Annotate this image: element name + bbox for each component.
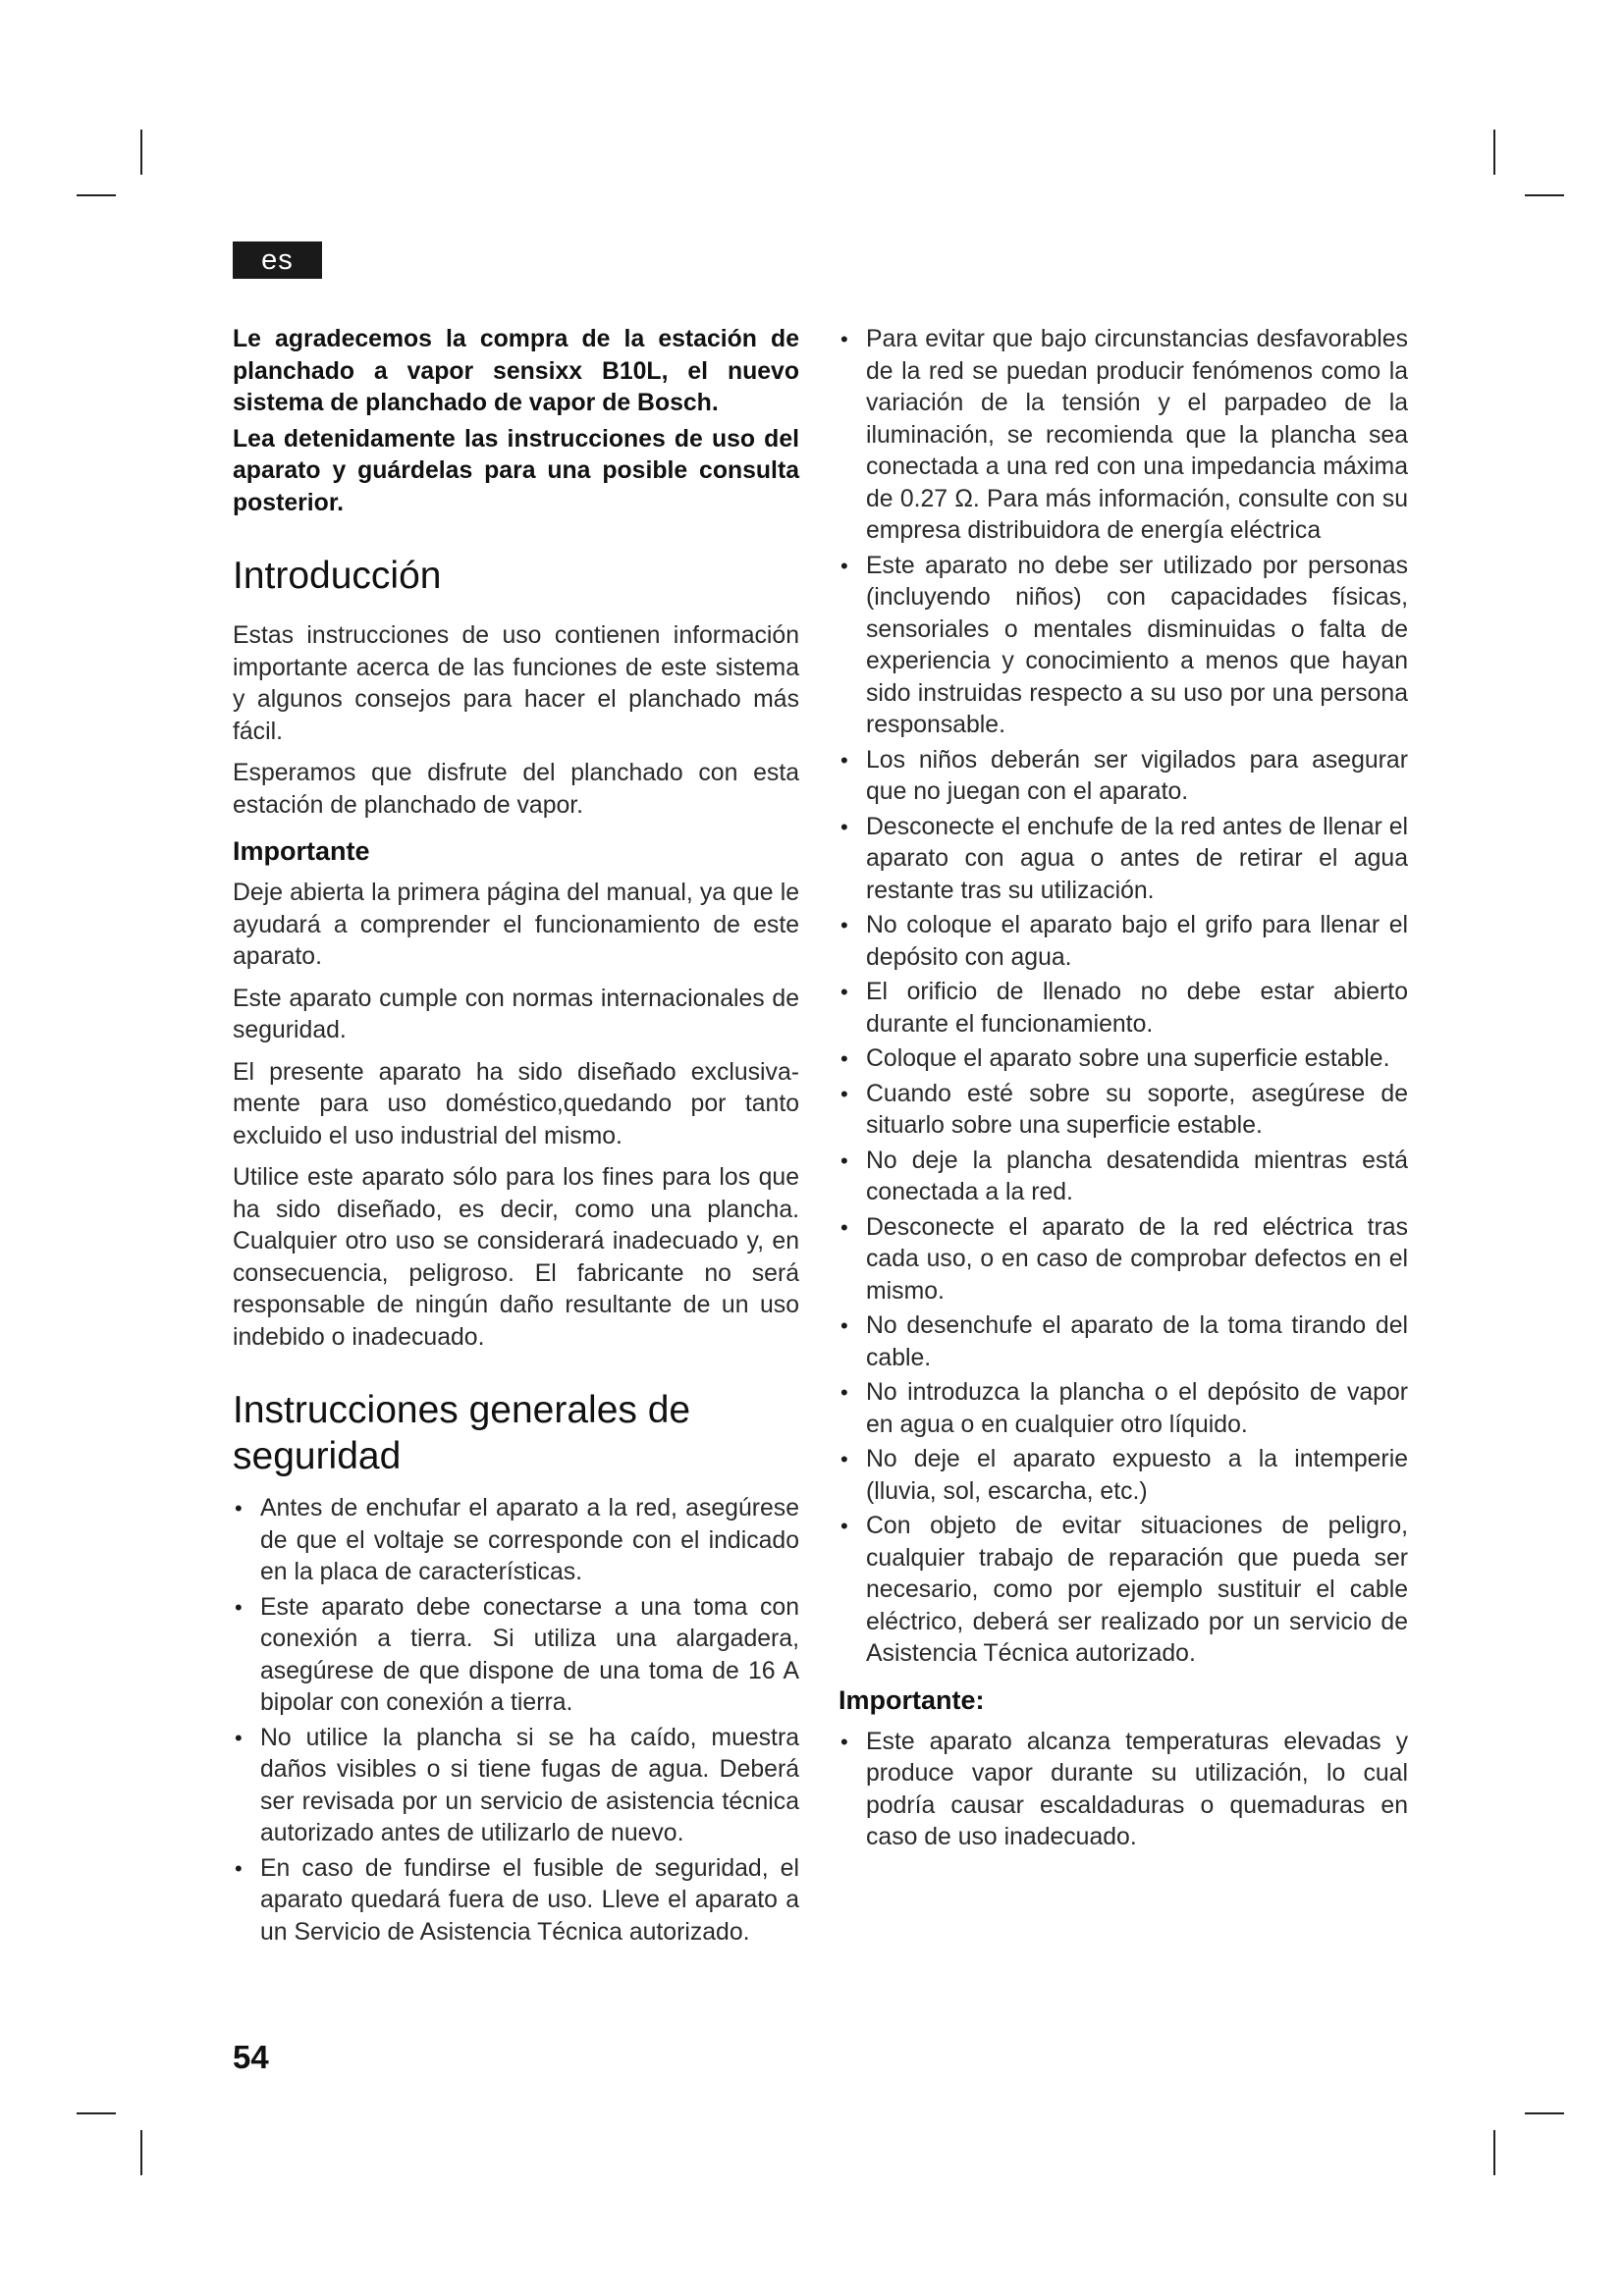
page-number: 54 — [233, 2039, 269, 2075]
bullet-icon: • — [840, 1729, 848, 1754]
list-item — [839, 1727, 1408, 1854]
paragraph-utilice: Utilice este aparato sólo para los fines para los que ha sido diseñado, es decir, como una plancha. Cualquier otro uso se considerará inadecuado y, en consecuencia, peligroso. El fabricante no será responsable de ningún daño resultante de un uso indebido o inadecuado. — [233, 1164, 799, 1351]
crop-mark — [77, 2112, 116, 2114]
bullet-icon: • — [840, 1046, 848, 1071]
list-item — [839, 910, 1408, 974]
list-item-text: No coloque el aparato bajo el grifo para llenar el depósito con agua. — [866, 912, 1408, 971]
bullet-icon: • — [235, 1855, 243, 1881]
list-item — [839, 1079, 1408, 1143]
list-item-text: No introduzca la plancha o el depósito de vapor en agua o en cualquier otro líquido. — [866, 1379, 1408, 1438]
list-item-text: Desconecte el enchufe de la red antes de llenar el aparato con agua o antes de retirar el agua restante tras su utilización. — [866, 813, 1408, 904]
crop-mark — [1525, 2112, 1564, 2114]
bullet-icon: • — [235, 1725, 243, 1750]
safety-list-right — [839, 324, 1408, 1671]
list-item — [233, 1853, 799, 1949]
list-item-text: Este aparato no debe ser utilizado por personas (incluyendo niños) con capacidades físicas, sensoriales o mentales disminuidas o falta de experiencia y conocimiento a menos que hayan sido instruidas respecto a su uso por una persona responsable. — [866, 552, 1408, 738]
list-item — [839, 1212, 1408, 1308]
bullet-icon: • — [235, 1496, 243, 1521]
list-item-text: El orificio de llenado no debe estar abierto durante el funcionamiento. — [866, 979, 1408, 1038]
left-column — [233, 324, 799, 1951]
bullet-icon: • — [235, 1594, 243, 1620]
bullet-icon: • — [840, 814, 848, 839]
list-item-text: Cuando esté sobre su soporte, asegúrese de situarlo sobre una superficie estable. — [866, 1080, 1408, 1139]
heading-seguridad: Instrucciones generales de seguridad — [233, 1389, 691, 1477]
list-item — [233, 1723, 799, 1850]
heading-introduccion: Introducción — [233, 555, 442, 597]
crop-mark — [1493, 2130, 1495, 2175]
list-item — [839, 977, 1408, 1041]
list-item — [839, 1444, 1408, 1508]
list-item — [839, 551, 1408, 742]
list-item-text: Este aparato debe conectarse a una toma con conexión a tierra. Si utiliza una alargadera, asegúrese de que dispone de una toma de 16 A bipolar con conexión a tierra. — [260, 1593, 799, 1716]
paragraph-estas-instrucciones: Estas instrucciones de uso contienen información importante acerca de las funciones de este sistema y algunos consejos para hacer el planchado más fácil. — [233, 622, 799, 745]
bullet-icon: • — [840, 1081, 848, 1106]
bullet-icon: • — [840, 980, 848, 1004]
list-item-text: Con objeto de evitar situaciones de peligro, cualquier trabajo de reparación que pueda ser necesario, como por ejemplo sustituir el cable eléctrico, deberá ser realizado por un servicio de Asistencia Técnica autorizado. — [866, 1513, 1408, 1667]
list-item-text: Los niños deberán ser vigilados para asegurar que no juegan con el aparato. — [866, 746, 1408, 805]
list-item-text: No desenchufe el aparato de la toma tirando del cable. — [866, 1312, 1408, 1371]
bullet-icon: • — [840, 1214, 848, 1240]
list-item — [839, 1377, 1408, 1441]
intro-read-instructions: Lea detenidamente las instrucciones de uso del aparato y guárdelas para una posible consulta posterior. — [233, 425, 799, 516]
list-item-text: Para evitar que bajo circunstancias desfavorables de la red se puedan producir fenómenos como la variación de la tensión y el parpadeo de la iluminación, se recomienda que la plancha sea conectada a una red con una impedancia máxima de 0.27 Ω. Para más información, consulte con su empresa distribuidora de energía eléctrica — [866, 326, 1408, 544]
bullet-icon: • — [840, 1148, 848, 1173]
list-item-text: En caso de fundirse el fusible de seguridad, el aparato quedará fuera de uso. Lleve el aparato a un Servicio de Asistencia Técnica autorizado. — [260, 1854, 799, 1946]
safety-list-left — [233, 1493, 799, 1949]
list-item — [839, 1146, 1408, 1209]
list-item-text: No deje el aparato expuesto a la intemperie (lluvia, sol, escarcha, etc.) — [866, 1446, 1408, 1505]
list-item-text: Coloque el aparato sobre una superficie estable. — [866, 1045, 1390, 1072]
heading-importante: Importante — [233, 836, 370, 866]
paragraph-esperamos: Esperamos que disfrute del planchado con esta estación de planchado de vapor. — [233, 760, 799, 819]
list-item-text: No utilice la plancha si se ha caído, muestra daños visibles o si tiene fugas de agua. Deberá ser revisada por un servicio de asistencia técnica autorizado antes de utilizarlo de nuevo. — [260, 1724, 799, 1846]
crop-mark — [77, 194, 116, 196]
bullet-icon: • — [840, 327, 848, 351]
importante-list — [839, 1727, 1408, 1854]
crop-mark — [1525, 194, 1564, 196]
list-item — [839, 1511, 1408, 1671]
intro-thanks: Le agradecemos la compra de la estación de planchado a vapor sensixx B10L, el nuevo sistema de planchado de vapor de Bosch. — [233, 326, 799, 416]
paragraph-uso-domestico: El presente aparato ha sido diseñado exclusiva-mente para uso doméstico,quedando por tanto excluido el uso industrial del mismo. — [233, 1058, 799, 1149]
list-item — [839, 812, 1408, 908]
bullet-icon: • — [840, 1514, 848, 1538]
paragraph-cumple-normas: Este aparato cumple con normas internacionales de seguridad. — [233, 985, 799, 1043]
bullet-icon: • — [840, 1380, 848, 1405]
paragraph-deje-abierta: Deje abierta la primera página del manual, ya que le ayudará a comprender el funcionamiento de este aparato. — [233, 880, 799, 970]
list-item — [839, 745, 1408, 809]
list-item — [839, 1310, 1408, 1374]
bullet-icon: • — [840, 1313, 848, 1338]
crop-mark — [1493, 130, 1495, 175]
heading-importante-2: Importante: — [839, 1684, 985, 1715]
list-item — [233, 1493, 799, 1589]
list-item — [233, 1592, 799, 1720]
crop-mark — [140, 2130, 142, 2175]
bullet-icon: • — [840, 913, 848, 937]
right-column — [839, 324, 1408, 1857]
crop-mark — [140, 130, 142, 175]
list-item — [839, 324, 1408, 548]
list-item-text: Antes de enchufar el aparato a la red, asegúrese de que el voltaje se corresponde con el indicado en la placa de características. — [260, 1495, 799, 1585]
language-badge: es — [233, 241, 322, 279]
bullet-icon: • — [840, 1447, 848, 1471]
list-item-text: Desconecte el aparato de la red eléctrica tras cada uso, o en caso de comprobar defectos en el mismo. — [866, 1213, 1408, 1305]
bullet-icon: • — [840, 553, 848, 578]
list-item — [839, 1043, 1408, 1076]
list-item-text: Este aparato alcanza temperaturas elevadas y produce vapor durante su utilización, lo cual podría causar escaldaduras o quemaduras en caso de uso inadecuado. — [866, 1728, 1408, 1850]
list-item-text: No deje la plancha desatendida mientras está conectada a la red. — [866, 1147, 1408, 1205]
bullet-icon: • — [840, 747, 848, 773]
